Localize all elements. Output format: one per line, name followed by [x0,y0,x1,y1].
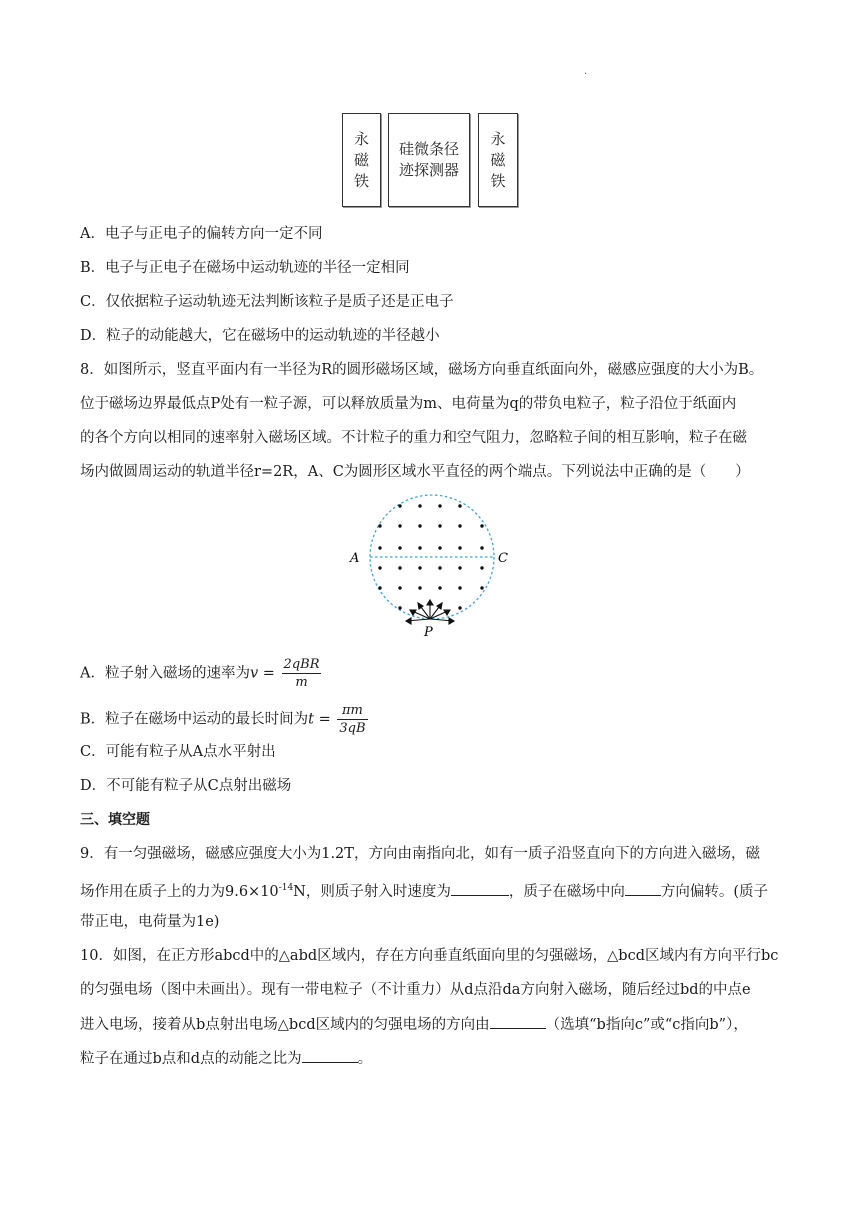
field-dot [378,546,381,549]
header-dot: . [584,66,588,77]
field-dot [378,566,381,569]
q10-line-3 [80,1014,748,1035]
fraction-numerator: 2qBR [283,657,320,672]
field-dot [480,546,483,549]
fraction-numerator: πm [337,702,367,720]
q7-option-c: C．仅依据粒子运动轨迹无法判断该粒子是质子还是正电子 [80,294,454,310]
q8-option-a [80,656,323,691]
field-dot [378,586,381,589]
q8-line-2: 位于磁场边界最低点P处有一粒子源，可以释放质量为m、电荷量为q的带负电粒子，粒子沿位于纸面内 [80,396,737,412]
left-magnet-char: 永 [353,129,369,148]
field-dot [398,606,401,609]
answer-blank[interactable] [490,1014,546,1029]
q8-line-3: 的各个方向以相同的速率射入磁场区域。不计粒子的重力和空气阻力，忽略粒子间的相互影响，粒子在磁 [80,430,747,446]
q9-text: 方向偏转。(质子 [660,883,769,900]
fraction-denominator: 3qB [339,721,366,736]
left-magnet-box [342,113,381,207]
section-title: 三、填空题 [80,812,150,828]
field-dot [458,504,461,507]
q10-text: （选填“b指向c”或“c指向b”）， [545,1017,748,1033]
q9-text: N，则质子射入时速度为 [293,883,451,900]
field-dot [418,586,421,589]
q10-text: 粒子在通过b点和d点的动能之比为 [80,1051,302,1067]
q8-option-d: D．不可能有粒子从C点射出磁场 [80,778,292,794]
q8-option-b-text: B．粒子在磁场中运动的最长时间为 [80,711,309,728]
field-dot [398,546,401,549]
field-dot [418,566,421,569]
q8-option-a-text: A．粒子射入磁场的速率为 [80,665,250,682]
field-dot [438,566,441,569]
magnetic-field-diagram [340,490,520,640]
field-dot [458,546,461,549]
right-magnet-box [478,113,518,207]
right-magnet-char: 铁 [490,171,506,190]
q10-text: 进入电场，接着从b点射出电场△bcd区域内的匀强电场的方向由 [80,1017,490,1033]
q9-text: 场作用在质子上的力为9.6×10 [80,883,279,900]
answer-blank[interactable] [451,881,509,896]
fraction-denominator: m [295,675,308,690]
right-magnet-char: 磁 [490,150,506,169]
q10-line-4 [80,1048,372,1069]
label-p: P [424,625,433,640]
q8-option-c: C．可能有粒子从A点水平射出 [80,744,276,760]
q7-option-a: A．电子与正电子的偏转方向一定不同 [80,226,323,242]
q9-line-3: 带正电，电荷量为1e) [80,914,220,930]
q8-option-b-fraction [337,702,367,737]
answer-blank[interactable] [625,881,661,896]
field-dot [458,566,461,569]
q7-option-b: B．电子与正电子在磁场中运动轨迹的半径一定相同 [80,260,410,276]
field-dot [418,504,421,507]
q10-line-1: 10．如图，在正方形abcd中的△abd区域内，存在方向垂直纸面向里的匀强磁场，△bcd区域内有方向平行bc [80,948,779,964]
detector-label-line: 迹探测器 [398,161,459,179]
q8-line-4: 场内做圆周运动的轨道半径r=2R，A、C为圆形区域水平直径的两个端点。下列说法中正确的是（ ） [80,464,750,480]
q7-option-d: D．粒子的动能越大，它在磁场中的运动轨迹的半径越小 [80,328,440,344]
field-dot [378,524,381,527]
q9-line-2 [80,878,768,902]
q10-line-2: 的匀强电场（图中未画出）。现有一带电粒子（不计重力）从d点沿da方向射入磁场，随后经过bd的中点e [80,982,751,998]
q8-option-b-var: t = [308,711,331,728]
q8-option-a-var: v = [249,665,275,682]
particle-source-arrows [406,600,454,624]
field-dot [480,524,483,527]
detector-box [388,113,470,207]
field-dot [458,524,461,527]
field-dot [398,504,401,507]
q8-option-a-fraction [282,656,322,691]
field-dot [398,524,401,527]
field-dot [418,546,421,549]
answer-blank[interactable] [302,1048,358,1063]
q8-line-1: 8．如图所示，竖直平面内有一半径为R的圆形磁场区域，磁场方向垂直纸面向外，磁感应强度的大小为B。 [80,362,764,378]
field-dot [458,606,461,609]
field-dot [418,524,421,527]
q8-option-b [80,702,370,737]
label-a: A [350,551,360,566]
detector-label-line: 硅微条径 [398,140,459,158]
field-dot [458,586,461,589]
field-dot [438,504,441,507]
q10-text: 。 [357,1051,373,1067]
left-magnet-char: 磁 [353,150,369,169]
field-dot [398,586,401,589]
field-dot [480,586,483,589]
field-dot [438,586,441,589]
field-dot [480,566,483,569]
field-dot [438,524,441,527]
right-magnet-char: 永 [490,129,506,148]
q9-line-1: 9．有一匀强磁场，磁感应强度大小为1.2T，方向由南指向北，如有一质子沿竖直向下的方向进入磁场，磁 [80,846,760,862]
field-dot [398,566,401,569]
label-c: C [498,551,508,566]
q9-text: ，质子在磁场中向 [508,883,625,900]
q9-exponent: -14 [278,883,294,893]
field-dot [438,546,441,549]
left-magnet-char: 铁 [353,171,369,190]
